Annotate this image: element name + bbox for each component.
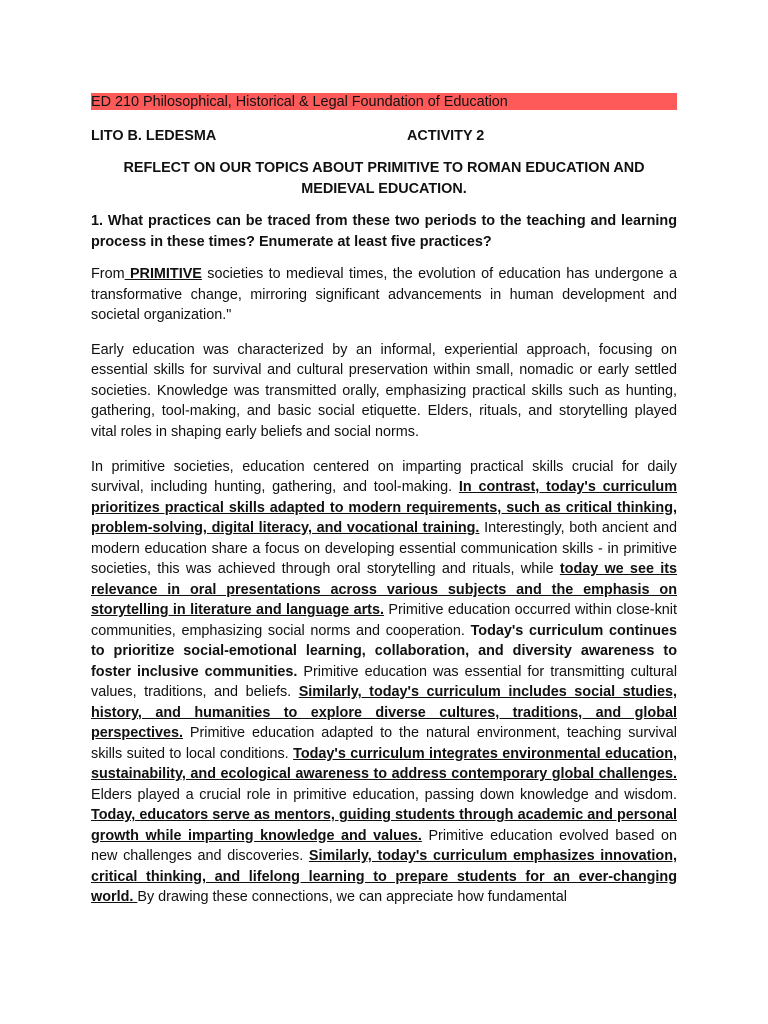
comparison-emphasis-4: Similarly, today's curriculum includes social studies, history, and humanities to explore diverse cultures, traditions, and global perspectives. (91, 684, 677, 742)
reflection-heading: REFLECT ON OUR TOPICS ABOUT PRIMITIVE TO ROMAN EDUCATION AND MEDIEVAL EDUCATION. (123, 160, 645, 197)
primitive-emphasis: PRIMITIVE (124, 266, 202, 282)
comparison-emphasis-7: Similarly, today's curriculum emphasizes innovation, critical thinking, and lifelong learning to prepare students for an ever-changing world. (91, 848, 677, 906)
course-title: ED 210 Philosophical, Historical & Legal Foundation of Education (91, 93, 677, 110)
paragraph-intro (91, 264, 677, 326)
comparison-text-6: Elders played a crucial role in primitive education, passing down knowledge and wisdom. (91, 786, 677, 803)
author-row (91, 126, 677, 146)
comparison-text-5: Primitive education adapted to the natural environment, teaching survival skills suited to local conditions. (91, 725, 677, 762)
comparison-emphasis-6: Today, educators serve as mentors, guiding students through academic and personal growth while imparting knowledge and values. (91, 807, 677, 844)
comparison-emphasis-2: today we see its relevance in oral presentations across various subjects and the emphasis on storytelling in literature and language arts. (91, 561, 677, 619)
intro-text-2: societies to medieval times, the evolution of education has undergone a transformative change, mirroring significant advancements in human development and societal organization." (91, 266, 677, 323)
comparison-emphasis-1: In contrast, today's curriculum prioritizes practical skills adapted to modern requirements, such as critical thinking, problem-solving, digital literacy, and vocational training. (91, 479, 677, 537)
comparison-text-2: Interestingly, both ancient and modern education share a focus on developing essential communication skills - in primitive societies, this was achieved through oral storytelling and rituals, while (91, 520, 677, 578)
intro-text-1: From (91, 266, 125, 282)
comparison-text-4: Primitive education was essential for transmitting cultural values, traditions, and beliefs. (91, 663, 678, 701)
comparison-emphasis-3: Today's curriculum continues to prioritize social-emotional learning, collaboration, and diversity awareness to foster inclusive communities. (91, 622, 677, 680)
author-name: LITO B. LEDESMA (91, 128, 217, 144)
comparison-text-1: In primitive societies, education centered on imparting practical skills crucial for daily survival, including hunting, gathering, and tool-making. (91, 458, 677, 496)
comparison-text-8: By drawing these connections, we can appreciate how fundamental (137, 889, 567, 906)
paragraph-comparison (91, 457, 677, 908)
comparison-text-3: Primitive education occurred within close-knit communities, emphasizing social norms and cooperation. (91, 602, 677, 639)
comparison-emphasis-5: Today's curriculum integrates environmental education, sustainability, and ecological awareness to address contemporary global challenges. (91, 745, 677, 783)
document-body (91, 93, 677, 922)
paragraph-early-education: Early education was characterized by an informal, experiential approach, focusing on essential skills for survival and cultural preservation within small, nomadic or early settled societies. Knowledge was transmitted orally, emphasizing practical skills such as hunting, gathering, tool-making, and basic social etiquette. Elders, rituals, and storytelling played vital roles in shaping early beliefs and social norms. (91, 341, 677, 440)
question-1: 1. What practices can be traced from these two periods to the teaching and learning process in these times? Enumerate at least five practices? (91, 213, 677, 250)
comparison-text-7: Primitive education evolved based on new challenges and discoveries. (91, 827, 677, 865)
activity-label: ACTIVITY 2 (407, 128, 485, 144)
